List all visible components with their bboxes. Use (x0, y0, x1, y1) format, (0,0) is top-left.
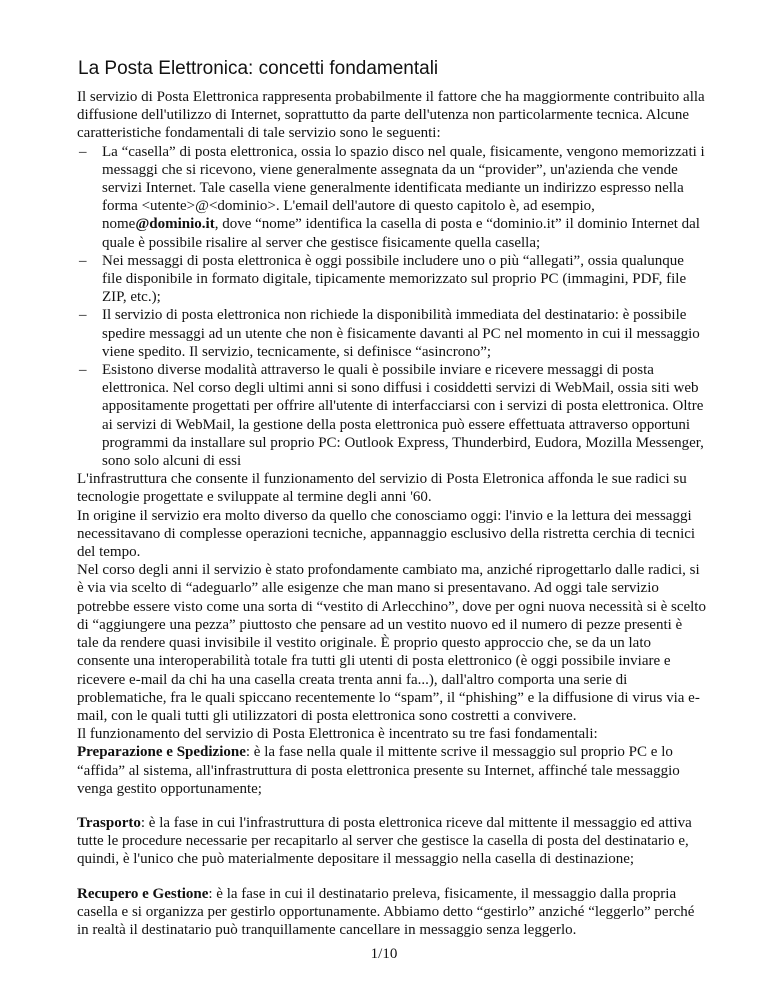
intro-paragraph: Il servizio di Posta Elettronica rappresenta probabilmente il fattore che ha maggiormente contribuito alla diffusione dell'utilizzo di Internet, soprattutto da parte dell'utenza non particolarmente tecnica. Alcune caratteristiche fondamentali di tale servizio sono le seguenti: (77, 89, 705, 142)
list-item: – Esistono diverse modalità attraverso le quali è possibile inviare e ricevere messaggi di posta elettronica. Nel corso degli ultimi anni si sono diffusi i cosiddetti servizi di WebMail, ossia siti web appositamente progettati per offrire all'utente di interfacciarsi con i servizi di posta elettronica. Oltre ai servizi di WebMail, la gestione della posta elettronica può essere effettuata attraverso opportuni programmi da installare sul proprio PC: Outlook Express, Thunderbird, Eudora, Mozilla Messenger, sono solo alcuni di essi (77, 361, 707, 470)
feature-list (77, 143, 707, 471)
body-paragraph: In origine il servizio era molto diverso da quello che conosciamo oggi: l'invio e la lettura dei messaggi necessitavano di complesse operazioni tecniche, appannaggio esclusivo della ristretta cerchia di tecnici del tempo. (77, 507, 696, 561)
phase-term: Trasporto (77, 814, 141, 831)
list-item: – Il servizio di posta elettronica non richiede la disponibilità immediata del destinatario: è possibile spedire messaggi ad un utente che non è fisicamente davanti al PC nel momento in cui il messaggio viene spedito. Il servizio, tecnicamente, si definisce “asincrono”; (77, 306, 707, 361)
list-item (77, 143, 707, 252)
phase-description: : è la fase in cui l'infrastruttura di posta elettronica riceve dal mittente il messaggio ed attiva tutte le procedure necessarie per recapitarlo al server che gestisce la casella di posta del destinatario e, quindi, è l'unico che può materialmente depositare il messaggio nella casella di destinazione; (77, 814, 692, 868)
body-paragraph: L'infrastruttura che consente il funzionamento del servizio di Posta Eletronica affonda le sue radici su tecnologie progettate e sviluppate al termine degli anni '60. (77, 471, 687, 506)
email-domain-bold: @dominio.it (135, 216, 215, 233)
body-paragraph: Il funzionamento del servizio di Posta Elettronica è incentrato su tre fasi fondamentali: (77, 726, 598, 743)
document-page (77, 58, 707, 939)
phase-term: Recupero e Gestione (77, 885, 209, 902)
phase-term: Preparazione e Spedizione (77, 744, 246, 761)
phase-preparazione (77, 743, 707, 798)
body-paragraph: Nel corso degli anni il servizio è stato profondamente cambiato ma, anziché riprogettarlo dalle radici, si è via via scelto di “adeguarlo” alle esigenze che man mano si presentavano. Ad oggi tale servizio potrebbe essere visto come una sorta di “vestito di Arlecchino”, dove per ogni nuova necessità si è scelto di “aggiungere una pezza” piuttosto che pensare ad un vestito nuovo ed il numero di pezze presenti è tale da rendere quasi invisibile il vestito originale. È proprio questo approccio che, se da un lato consente una interoperabilità totale fra tutti gli utenti di posta elettronico (è oggi possibile inviare e ricevere e-mail da chi ha una casella creata trenta anni fa...), dall'altro comporta una serie di problematiche, fra le quali spiccano recentemente lo “spam”, il “phishing” e la diffusione di virus via e-mail, con le quali tutti gli utilizzatori di posta elettronica sono costretti a convivere. (77, 562, 706, 724)
list-item-text: La “casella” di posta elettronica, ossia lo spazio disco nel quale, fisicamente, vengono memorizzati i messaggi che si ricevono, viene generalmente assegnata da un “provider”, un'azienda che vende servizi Internet. Tale casella viene generalmente identificata mediante un indirizzo espresso nella forma <utente>@<dominio>. L'email dell'autore di questo capitolo è, ad esempio, nome (102, 143, 705, 233)
page-number: 1/10 (370, 946, 398, 962)
page-title: La Posta Elettronica: concetti fondamentali (78, 58, 439, 79)
list-item: – Nei messaggi di posta elettronica è oggi possibile includere uno o più “allegati”, ossia qualunque file disponibile in formato digitale, tipicamente memorizzato sul proprio PC (immagini, PDF, file ZIP, etc.); (77, 252, 707, 307)
phase-description: : è la fase in cui il destinatario preleva, fisicamente, il messaggio dalla propria casella e si organizza per gestirlo opportunamente. Abbiamo detto “gestirlo” anziché “leggerlo” perché in realtà il destinatario può tranquillamente cancellare in messaggio senza leggerlo. (77, 885, 695, 938)
phase-recupero (77, 885, 707, 940)
phase-description: : è la fase nella quale il mittente scrive il messaggio sul proprio PC e lo “affida” al sistema, all'infrastruttura di posta elettronica presente su Internet, affinché tale messaggio venga gestito opportunamente; (77, 744, 680, 797)
phase-trasporto (77, 814, 707, 869)
list-item-text: , dove “nome” identifica la casella di posta e “dominio.it” il dominio Internet dal quale è possibile risalire al server che gestisce fisicamente quella casella; (102, 216, 700, 251)
